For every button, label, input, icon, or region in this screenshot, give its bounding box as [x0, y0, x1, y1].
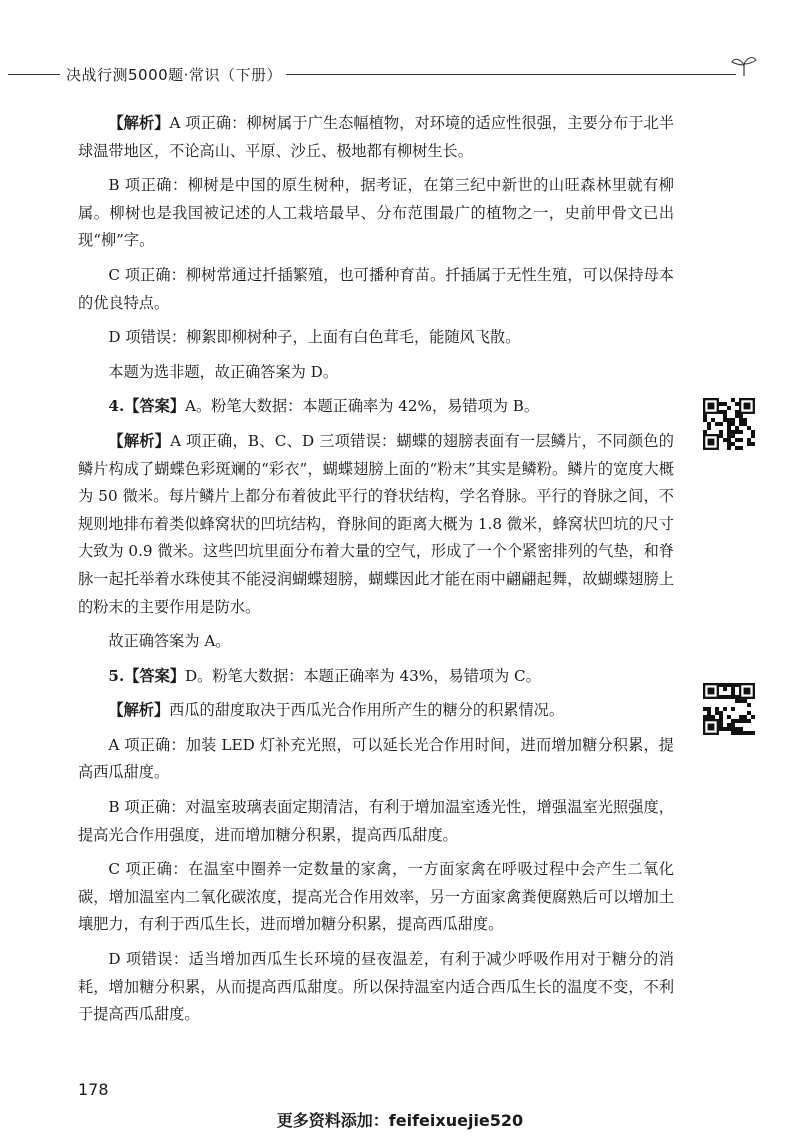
paragraph-text: D 项错误：适当增加西瓜生长环境的昼夜温差，有利于减少呼吸作用对于糖分的消耗，增加糖分积累，从而提高西瓜甜度。所以保持温室内适合西瓜生长的温度不变，不利于提高西瓜甜度。 [78, 950, 674, 1024]
paragraph-text: C 项正确：柳树常通过扦插繁殖，也可播种育苗。扦插属于无性生殖，可以保持母本的优良特点。 [78, 265, 674, 312]
paragraph [78, 628, 674, 656]
paragraph-text: B 项正确：对温室玻璃表面定期清洁，有利于增加温室透光性，增强温室光照强度，提高光合作用强度，进而增加糖分积累，提高西瓜甜度。 [78, 798, 674, 844]
qr-code-icon[interactable] [703, 683, 755, 735]
paragraph-text: A 项正确：加装 LED 灯补充光照，可以延长光合作用时间，进而增加糖分积累，提高西瓜甜度。 [78, 735, 674, 782]
paragraph-lead: 4.【答案】 [108, 397, 185, 416]
qr-code-icon[interactable] [703, 398, 755, 450]
paragraph-text: D。粉笔大数据：本题正确率为 43%，易错项为 C。 [185, 666, 541, 685]
page-number: 178 [78, 1080, 109, 1099]
header-rule-left [8, 74, 60, 75]
paragraph [78, 359, 674, 387]
paragraph [78, 946, 674, 1029]
answer-explanations [78, 110, 674, 1036]
paragraph [78, 663, 674, 691]
paragraph-text: 西瓜的甜度取决于西瓜光合作用所产生的糖分的积累情况。 [169, 701, 565, 720]
paragraph [78, 794, 674, 849]
paragraph-text: C 项正确：在温室中圈养一定数量的家禽，一方面家禽在呼吸过程中会产生二氧化碳，增加温室内二氧化碳浓度，提高光合作用效率，另一方面家禽粪便腐熟后可以增加土壤肥力，有利于西瓜生长，进而增加糖分积累，提高西瓜甜度。 [78, 860, 674, 934]
paragraph [78, 324, 674, 352]
book-title: 决战行测5000题·常识（下册） [66, 66, 282, 84]
sprout-icon [730, 54, 758, 78]
paragraph [78, 172, 674, 255]
paragraph [78, 262, 674, 317]
paragraph-text: A 项正确，B、C、D 三项错误：蝴蝶的翅膀表面有一层鳞片，不同颜色的鳞片构成了蝴蝶色彩斑斓的“彩衣”，蝴蝶翅膀上面的“粉末”其实是鳞粉。鳞片的宽度大概为 50 微米。每片鳞片上都分布着彼此平行的脊状结构，学名脊脉。平行的脊脉之间，不规则地排布着类似蜂窝状的凹坑结构，脊脉间的距离大概为 1.8 微米，蜂窝状凹坑的尺寸大致为 0.9 微米。这些凹坑里面分布着大量的空气，形成了一个个紧密排列的气垫，和脊脉一起托举着水珠使其不能浸润蝴蝶翅膀，蝴蝶因此才能在雨中翩翩起舞，故蝴蝶翅膀上的粉末的主要作用是防水。 [78, 431, 674, 616]
paragraph-text: 故正确答案为 A。 [108, 632, 231, 651]
paragraph-lead: 【解析】 [108, 114, 170, 132]
paragraph-lead: 【解析】 [108, 431, 171, 450]
running-header [0, 60, 800, 90]
paragraph [78, 110, 674, 165]
paragraph [78, 393, 674, 421]
paragraph-text: 本题为选非题，故正确答案为 D。 [108, 362, 339, 381]
paragraph-lead: 【解析】 [108, 701, 170, 720]
paragraph-text: B 项正确：柳树是中国的原生树种，据考证，在第三纪中新世的山旺森林里就有柳属。柳树也是我国被记述的人工栽培最早、分布范围最广的植物之一，史前甲骨文已出现“柳”字。 [78, 176, 674, 250]
paragraph [78, 732, 674, 787]
paragraph [78, 428, 674, 621]
paragraph-text: D 项错误：柳絮即柳树种子，上面有白色茸毛，能随风飞散。 [108, 328, 521, 347]
header-rule-right [286, 74, 736, 75]
paragraph-text: A。粉笔大数据：本题正确率为 42%，易错项为 B。 [185, 397, 540, 416]
paragraph [78, 856, 674, 939]
paragraph [78, 697, 674, 725]
footer-contact: 更多资料添加：feifeixuejie520 [276, 1111, 524, 1130]
paragraph-text: A 项正确：柳树属于广生态幅植物，对环境的适应性很强，主要分布于北半球温带地区，不论高山、平原、沙丘、极地都有柳树生长。 [78, 114, 675, 160]
paragraph-lead: 5.【答案】 [108, 666, 185, 685]
